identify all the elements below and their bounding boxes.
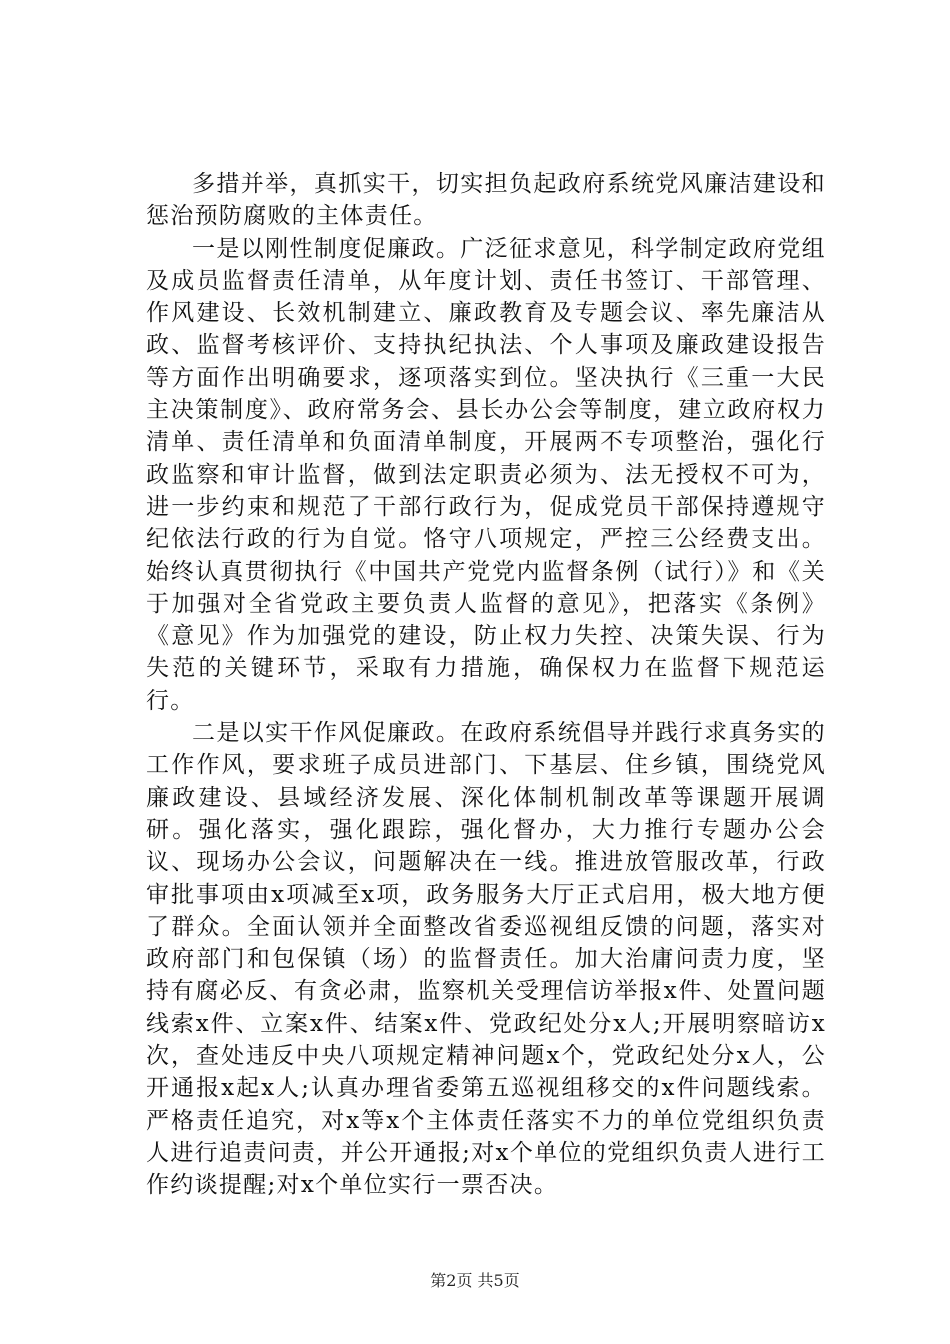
page-number-footer: 第2页 共5页 [430,1271,520,1290]
paragraph-system-integrity: 一是以刚性制度促廉政。广泛征求意见，科学制定政府党组及成员监督责任清单，从年度计划、责任书签订、干部管理、作风建设、长效机制建立、廉政教育及专题会议、率先廉洁从政、监督考核评价、支持执纪执法、个人事项及廉政建设报告等方面作出明确要求，逐项落实到位。坚决执行《三重一大民主决策制度》、政府常务会、县长办公会等制度，建立政府权力清单、责任清单和负面清单制度，开展两不专项整治，强化行政监察和审计监督，做到法定职责必须为、法无授权不可为，进一步约束和规范了干部行政行为，促成党员干部保持遵规守纪依法行政的行为自觉。恪守八项规定，严控三公经费支出。始终认真贯彻执行《中国共产党党内监督条例（试行）》和《关于加强对全省党政主要负责人监督的意见》，把落实《条例》《意见》作为加强党的建设，防止权力失控、决策失误、行为失范的关键环节，采取有力措施，确保权力在监督下规范运行。 [146,235,826,714]
document-body [146,168,826,1202]
paragraph-work-style-integrity: 二是以实干作风促廉政。在政府系统倡导并践行求真务实的工作作风，要求班子成员进部门、下基层、住乡镇，围绕党风廉政建设、县域经济发展、深化体制机制改革等课题开展调研。强化落实，强化跟踪，强化督办，大力推行专题办公会议、现场办公会议，问题解决在一线。推进放管服改革，行政审批事项由x项减至x项，政务服务大厅正式启用，极大地方便了群众。全面认领并全面整改省委巡视组反馈的问题，落实对政府部门和包保镇（场）的监督责任。加大治庸问责力度，坚持有腐必反、有贪必肃，监察机关受理信访举报x件、处置问题线索x件、立案x件、结案x件、党政纪处分x人;开展明察暗访x次，查处违反中央八项规定精神问题x个，党政纪处分x人，公开通报x起x人;认真办理省委第五巡视组移交的x件问题线索。严格责任追究，对x等x个主体责任落实不力的单位党组织负责人进行追责问责，并公开通报;对x个单位的党组织负责人进行工作约谈提醒;对x个单位实行一票否决。 [146,720,826,1199]
paragraph-intro: 多措并举，真抓实干，切实担负起政府系统党风廉洁建设和惩治预防腐败的主体责任。 [146,171,826,230]
